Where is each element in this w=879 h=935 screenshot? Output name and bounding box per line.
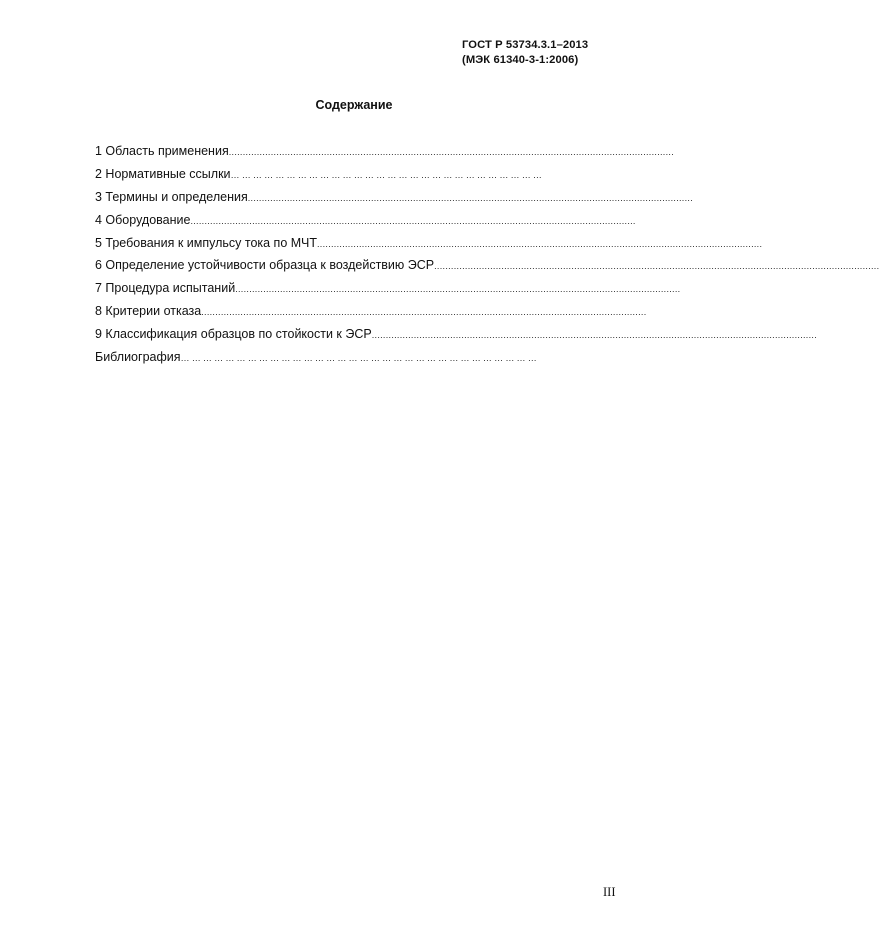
toc-entry-text: Библиография xyxy=(95,350,181,365)
toc-entry xyxy=(95,235,763,259)
toc-entry xyxy=(95,304,647,327)
page-number: III xyxy=(603,885,616,899)
toc-title: Содержание xyxy=(315,98,393,112)
toc-entry xyxy=(95,167,613,190)
toc-entry-text: 1 Область применения xyxy=(95,144,229,158)
toc-entry xyxy=(95,212,636,236)
toc-entry xyxy=(95,189,694,213)
toc-entry-text: 5 Требования к импульсу тока по МЧТ xyxy=(95,235,317,250)
toc-leader: ............................................................................................................................................................... xyxy=(371,330,817,341)
toc-leader: ............................................................................................................................................................... xyxy=(247,192,694,203)
standard-designation: ГОСТ Р 53734.3.1–2013 xyxy=(462,39,589,51)
toc-entry-text: 7 Процедура испытаний xyxy=(95,281,236,296)
toc-leader: ............................................................................................................................................................... xyxy=(235,284,681,295)
toc-entry-text: 6 Определение устойчивости образца к воздействию ЭСР xyxy=(95,258,435,273)
toc-entry xyxy=(95,327,817,350)
toc-entry-text: 4 Оборудование xyxy=(95,212,191,227)
toc-leader: ............................................................................................................................................................... xyxy=(228,147,674,157)
table-of-contents xyxy=(95,144,879,373)
toc-entry-text: 9 Классификация образцов по стойкости к ЭСР xyxy=(95,327,372,342)
toc-entry-text: 3 Термины и определения xyxy=(95,189,248,204)
toc-entry-text: 2 Нормативные ссылки xyxy=(95,166,231,181)
document-header xyxy=(462,38,588,68)
equivalent-standard: (МЭК 61340-3-1:2006) xyxy=(462,54,579,66)
toc-leader: ............................................................................................................................................................... xyxy=(201,307,647,318)
toc-leader: ............................................................................................................................................................... xyxy=(317,238,763,249)
toc-entry xyxy=(95,144,674,167)
toc-leader: …………………………………………………………………………………… xyxy=(180,353,539,364)
toc-leader: ………………………………………………………………………… xyxy=(230,169,545,180)
toc-entry xyxy=(95,258,879,281)
toc-leader: ............................................................................................................................................................... xyxy=(434,261,879,272)
toc-entry xyxy=(95,350,613,373)
toc-leader: ............................................................................................................................................................... xyxy=(190,215,636,226)
toc-entry-text: 8 Критерии отказа xyxy=(95,304,202,319)
toc-entry xyxy=(95,281,681,304)
